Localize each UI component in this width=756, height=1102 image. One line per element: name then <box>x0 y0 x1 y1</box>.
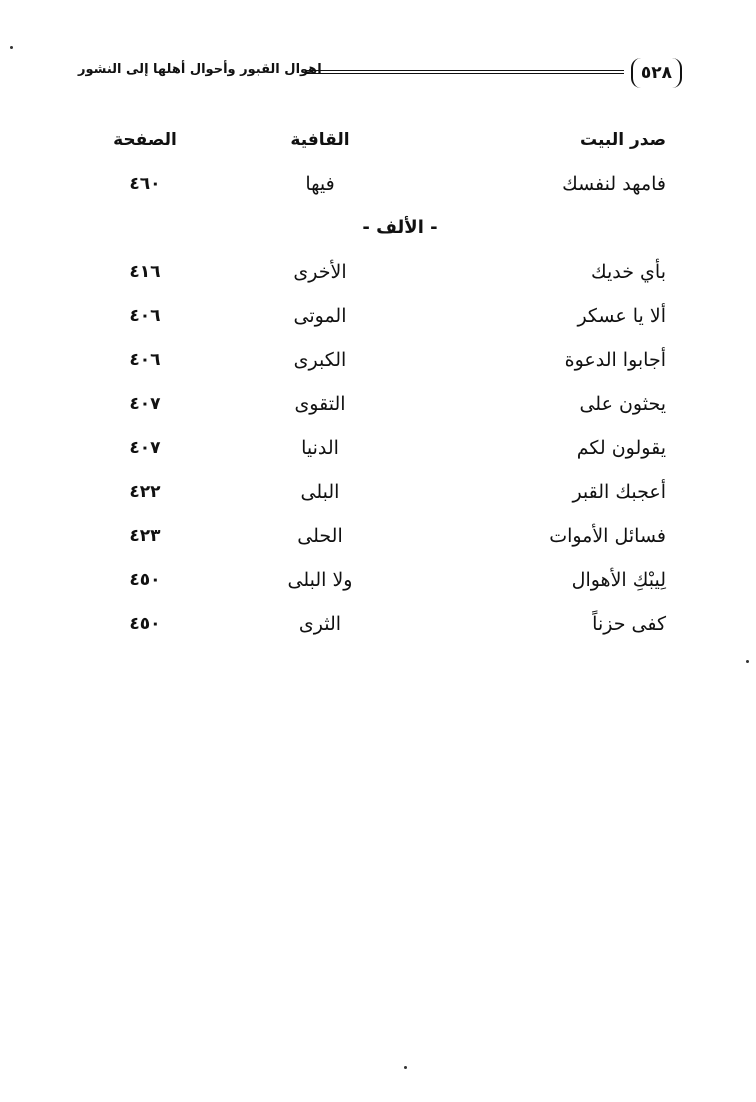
table-row <box>90 516 670 560</box>
rhyme-cell: الثرى <box>298 613 342 635</box>
table-row <box>90 604 670 648</box>
verse-cell: بأي خديك <box>590 261 666 283</box>
rhyme-cell: الحلى <box>297 525 343 547</box>
page-cell: ٤٠٧ <box>129 438 161 458</box>
page-cell: ٤١٦ <box>129 262 161 282</box>
running-header <box>78 58 682 90</box>
rhyme-cell: التقوى <box>294 393 346 415</box>
verse-cell: فامهد لنفسك <box>562 173 666 195</box>
verse-cell: يحثون على <box>579 393 666 415</box>
table-row <box>90 296 670 340</box>
verse-cell: فسائل الأموات <box>549 525 666 547</box>
page-cell: ٤٠٦ <box>129 306 161 326</box>
column-header-verse: صدر البيت <box>579 130 666 150</box>
rhyme-cell: الدنيا <box>301 437 339 459</box>
rhyme-cell: الأخرى <box>293 261 347 283</box>
verse-cell: أعجبك القبر <box>572 481 666 503</box>
verse-cell: أجابوا الدعوة <box>564 349 666 371</box>
table-row <box>90 472 670 516</box>
verse-index-table <box>90 120 670 648</box>
verse-cell: كفى حزناً <box>592 613 666 635</box>
scan-speck <box>10 46 13 49</box>
table-row <box>90 384 670 428</box>
page-cell: ٤٠٧ <box>129 394 161 414</box>
header-rule <box>306 70 624 74</box>
page-cell: ٤٥٠ <box>129 570 161 590</box>
table-row <box>90 252 670 296</box>
table-row <box>90 164 670 208</box>
table-row <box>90 428 670 472</box>
verse-cell: لِيبْكِ الأهوال <box>571 569 666 591</box>
page-cell: ٤٢٢ <box>129 482 161 502</box>
verse-cell: ألا يا عسكر <box>577 305 666 327</box>
rhyme-cell: البلى <box>300 481 340 503</box>
rhyme-cell: فيها <box>305 173 335 195</box>
page-cell: ٤٢٣ <box>129 526 161 546</box>
column-header-rhyme: القافية <box>290 130 350 150</box>
book-title: اهوال القبور وأحوال أهلها إلى النشور <box>78 62 322 77</box>
page-cell: ٤٠٦ <box>129 350 161 370</box>
page-cell: ٤٥٠ <box>129 614 161 634</box>
scan-speck <box>746 660 749 663</box>
table-header-row <box>90 120 670 164</box>
table-row <box>90 560 670 604</box>
rhyme-cell: ولا البلى <box>287 569 353 591</box>
rhyme-cell: الموتى <box>293 305 347 327</box>
page-cell: ٤٦٠ <box>129 174 161 194</box>
page-number: ٥٢٨ <box>631 58 682 88</box>
scan-speck <box>404 1066 407 1069</box>
column-header-page: الصفحة <box>113 130 177 150</box>
section-heading: - الألف - <box>362 217 438 238</box>
verse-cell: يقولون لكم <box>576 437 666 459</box>
rhyme-cell: الكبرى <box>293 349 347 371</box>
table-row <box>90 340 670 384</box>
